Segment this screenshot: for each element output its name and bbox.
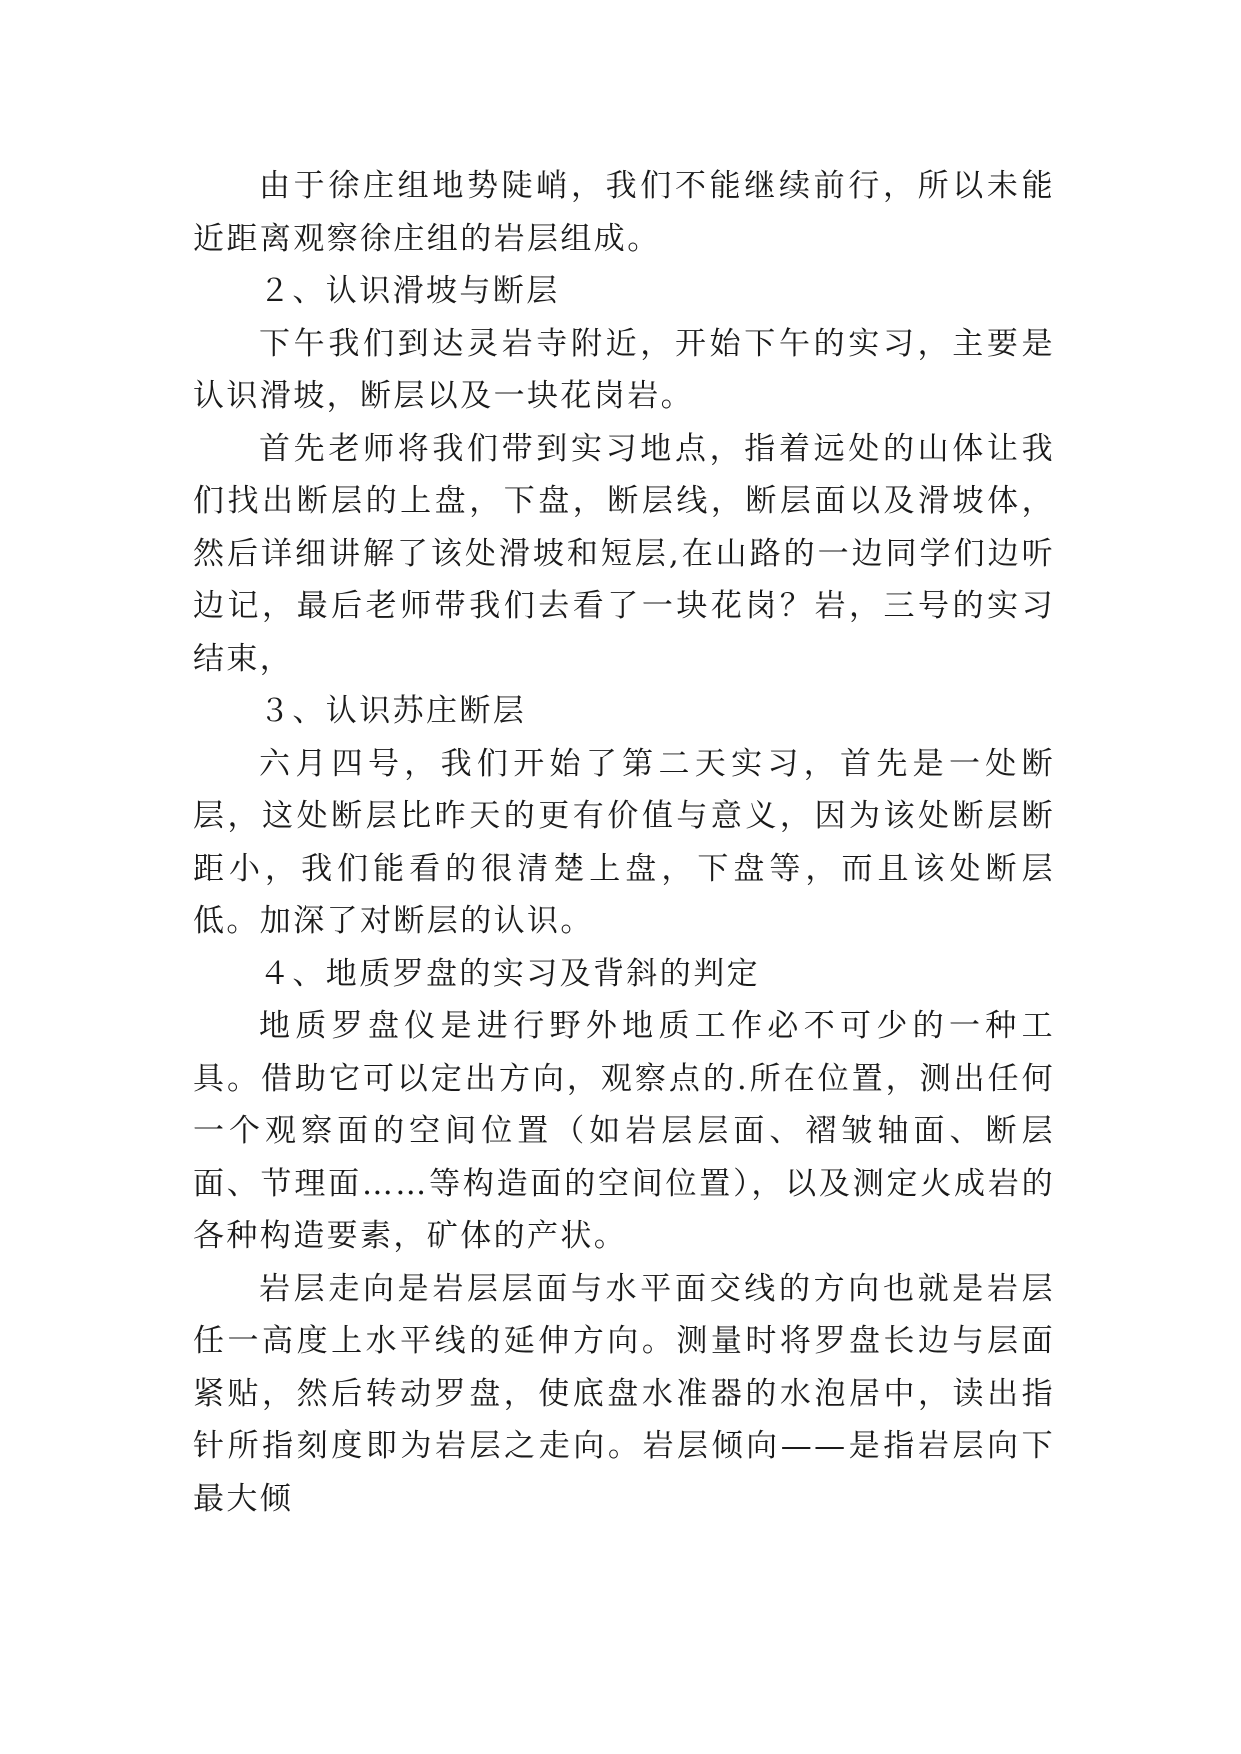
heading-landslide-fault: ２、认识滑坡与断层 — [259, 273, 560, 309]
paragraph-strike-dip: 岩层走向是岩层层面与水平面交线的方向也就是岩层任一高度上水平线的延伸方向。测量时将罗盘长边与层面紧贴，然后转动罗盘，使底盘水准器的水泡居中，读出指针所指刻度即为岩层之走向。岩层倾向——是指岩层向下最大倾 — [193, 1270, 1055, 1517]
paragraph-geological-compass: 地质罗盘仪是进行野外地质工作必不可少的一种工具。借助它可以定出方向，观察点的.所在位置，测出任何一个观察面的空间位置（如岩层层面、褶皱轴面、断层面、节理面……等构造面的空间位置），以及测定火成岩的各种构造要素，矿体的产状。 — [193, 1008, 1055, 1254]
heading-suzhuang-fault: ３、认识苏庄断层 — [259, 693, 527, 729]
paragraph-lingyan-temple: 下午我们到达灵岩寺附近，开始下午的实习，主要是认识滑坡，断层以及一块花岗岩。 — [193, 325, 1055, 414]
paragraph-june-fourth: 六月四号，我们开始了第二天实习，首先是一处断层，这处断层比昨天的更有价值与意义，因为该处断层断距小，我们能看的很清楚上盘，下盘等，而且该处断层低。加深了对断层的认识。 — [193, 745, 1055, 939]
heading-compass-anticline: ４、地质罗盘的实习及背斜的判定 — [259, 955, 760, 992]
paragraph-xuzhuang: 由于徐庄组地势陡峭，我们不能继续前行，所以未能近距离观察徐庄组的岩层组成。 — [193, 168, 1055, 257]
paragraph-teacher-explanation: 首先老师将我们带到实习地点，指着远处的山体让我们找出断层的上盘，下盘，断层线，断层面以及滑坡体，然后详细讲解了该处滑坡和短层,在山路的一边同学们边听边记，最后老师带我们去看了一块花岗？岩，三号的实习结束， — [193, 430, 1055, 677]
document-body — [193, 160, 1055, 1525]
